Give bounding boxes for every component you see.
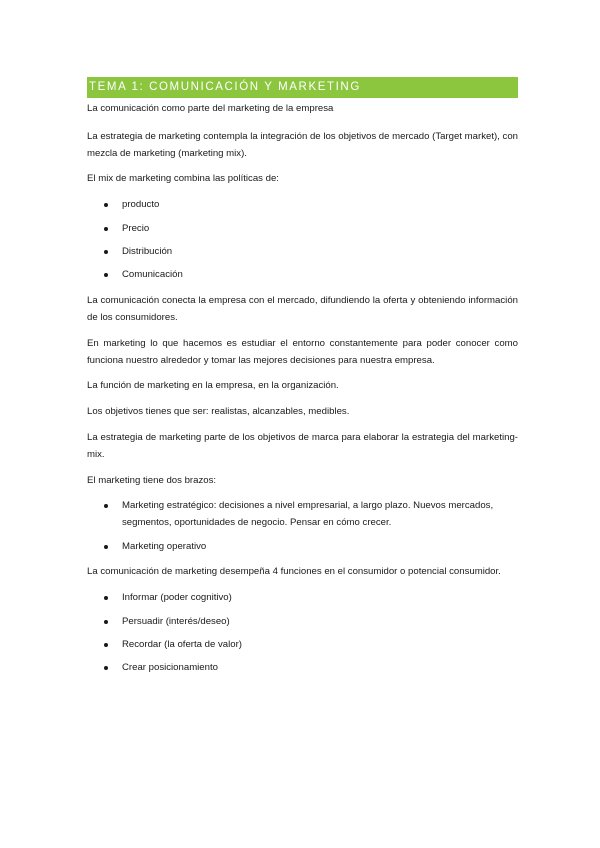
bullet-icon xyxy=(104,273,108,277)
section-title-banner: TEMA 1: COMUNICACIÓN Y MARKETING xyxy=(87,77,518,98)
list-item xyxy=(87,498,518,532)
list-item-text: Marketing operativo xyxy=(122,540,207,552)
paragraph-two-arms: El marketing tiene dos brazos: xyxy=(87,474,217,486)
list-item xyxy=(87,221,518,238)
marketing-arms-list xyxy=(87,498,518,555)
bullet-icon xyxy=(104,666,108,670)
bullet-icon xyxy=(104,620,108,624)
bullet-icon xyxy=(104,545,108,549)
section-subtitle: La comunicación como parte del marketing de la empresa xyxy=(87,103,334,114)
bullet-icon xyxy=(104,250,108,254)
paragraph-strategy: La estrategia de marketing parte de los objetivos de marca para elaborar la estrategia del marketing-mix. xyxy=(87,431,518,460)
list-item xyxy=(87,539,518,556)
list-item xyxy=(87,660,518,677)
paragraph-objectives: Los objetivos tienes que ser: realistas, alcanzables, medibles. xyxy=(87,406,350,418)
paragraph-function: La función de marketing en la empresa, en la organización. xyxy=(87,380,339,392)
list-item xyxy=(87,197,518,214)
marketing-mix-list xyxy=(87,197,518,284)
bullet-icon xyxy=(104,203,108,207)
list-item-text: Marketing estratégico: decisiones a nivel empresarial, a largo plazo. Nuevos mercados, segmentos, oportunidades de negocio. Pensar en cómo crecer. xyxy=(122,500,494,529)
list-item-text: producto xyxy=(122,199,160,211)
bullet-icon xyxy=(104,596,108,600)
list-item xyxy=(87,637,518,654)
bullet-icon xyxy=(104,227,108,231)
list-item-text: Comunicación xyxy=(122,269,183,281)
list-item xyxy=(87,267,518,284)
communication-functions-list xyxy=(87,590,518,677)
bullet-icon xyxy=(104,643,108,647)
list-item-text: Crear posicionamiento xyxy=(122,662,218,674)
paragraph-target-market: La estrategia de marketing contempla la integración de los objetivos de mercado (Target market), con mezcla de marketing (marketing mix). xyxy=(87,130,518,159)
paragraph-four-functions: La comunicación de marketing desempeña 4 funciones en el consumidor o potencial consumidor. xyxy=(87,566,501,578)
paragraph-environment: En marketing lo que hacemos es estudiar el entorno constantemente para poder conocer como funciona nuestro alrededor y tomar las mejores decisiones para nuestra empresa. xyxy=(87,337,518,366)
document-page xyxy=(87,77,518,686)
list-item-text: Distribución xyxy=(122,245,173,257)
list-item-text: Recordar (la oferta de valor) xyxy=(122,638,242,650)
list-item-text: Precio xyxy=(122,222,150,234)
paragraph-mix-intro: El mix de marketing combina las políticas de: xyxy=(87,173,279,185)
list-item-text: Informar (poder cognitivo) xyxy=(122,592,232,604)
paragraph-communication: La comunicación conecta la empresa con el mercado, difundiendo la oferta y obteniendo información de los consumidores. xyxy=(87,295,518,323)
bullet-icon xyxy=(104,504,108,508)
list-item xyxy=(87,590,518,607)
list-item xyxy=(87,614,518,631)
list-item-text: Persuadir (interés/deseo) xyxy=(122,615,230,627)
list-item xyxy=(87,244,518,261)
